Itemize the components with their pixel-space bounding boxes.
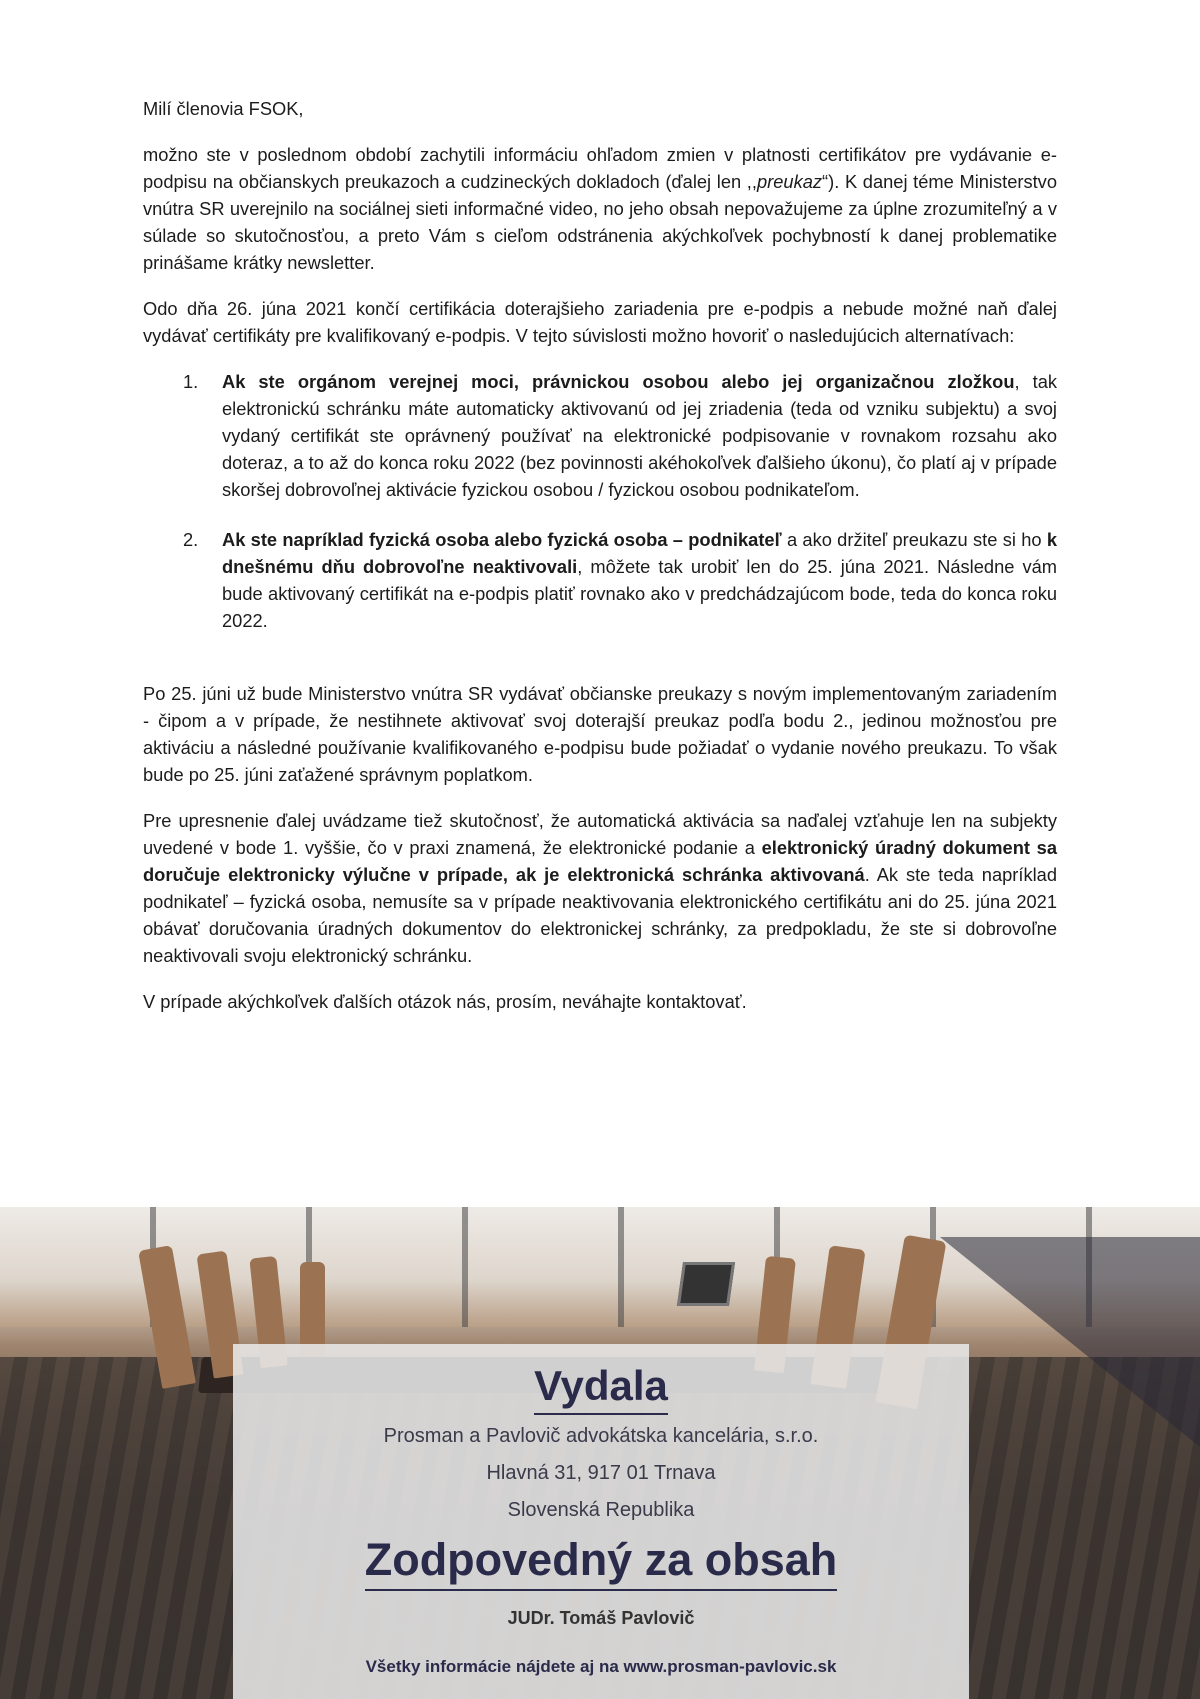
company-name: Prosman a Pavlovič advokátska kancelária, s.r.o. — [383, 1425, 819, 1447]
publisher-card — [233, 1344, 969, 1699]
issued-heading: Vydala — [534, 1362, 668, 1415]
clarification-bold: elektronický úradný dokument sa doručuje elektronicky výlučne v prípade, ak je elektronická schránka aktivovaná — [143, 837, 1057, 885]
letter-body — [143, 95, 1057, 1034]
list-item-number: 2. — [183, 529, 199, 550]
clarification-text-end: . Ak ste teda napríklad podnikateľ – fyzická osoba, nemusíte sa v prípade neaktivovania elektronického certifikátu ani do 25. júna 2021 obávať doručovania úradných dokumentov do elektronickej schránky, za predpokladu, že ste si dobrovoľne neaktivovali svoju elektronický schránku. — [143, 864, 1057, 966]
company-address: Hlavná 31, 917 01 Trnava — [486, 1462, 716, 1484]
list-item-number: 1. — [183, 371, 199, 392]
closing-paragraph: V prípade akýchkoľvek ďalších otázok nás, prosím, neváhajte kontaktovať. — [143, 991, 747, 1012]
intro-text-start: možno ste v poslednom období zachytili informáciu ohľadom zmien v platnosti certifikátov pre vydávanie e-podpisu na občianskych preukazoch a cudzineckých dokladoch (ďalej len ,, — [143, 144, 1057, 192]
responsible-name: JUDr. Tomáš Pavlovič — [507, 1608, 695, 1628]
list-item-bold: Ak ste napríklad fyzická osoba alebo fyzická osoba – podnikateľ — [222, 529, 782, 550]
website-line: Všetky informácie nájdete aj na www.prosman-pavlovic.sk — [365, 1657, 837, 1676]
list-item — [143, 368, 1057, 503]
alternatives-list — [143, 368, 1057, 634]
certification-paragraph: Odo dňa 26. júna 2021 končí certifikácia doterajšieho zariadenia pre e-podpis a nebude možné naň ďalej vydávať certifikáty pre kvalifikovaný e-podpis. V tejto súvislosti možno hovoriť o nasledujúcich alternatívach: — [143, 298, 1057, 346]
intro-text-end: “). K danej téme Ministerstvo vnútra SR uverejnilo na sociálnej sieti informačné video, no jeho obsah nepovažujeme za úplne zrozumiteľný a v súlade so skutočnosťou, a preto Vám s cieľom odstránenia akýchkoľvek pochybností k danej problematike prinášame krátky newsletter. — [143, 171, 1057, 273]
laptop-shape — [677, 1262, 735, 1306]
company-country: Slovenská Republika — [507, 1499, 695, 1521]
responsible-heading: Zodpovedný za obsah — [365, 1534, 838, 1591]
decorative-triangle — [940, 1237, 1200, 1447]
clarification-text-start: Pre upresnenie ďalej uvádzame tiež skutočnosť, že automatická aktivácia sa naďalej vzťahuje len na subjekty uvedené v bode 1. vyššie, čo v praxi znamená, že elektronické podanie a — [143, 810, 1057, 858]
list-item-bold: Ak ste orgánom verejnej moci, právnickou osobou alebo jej organizačnou zložkou — [222, 371, 1015, 392]
intro-paragraph — [143, 141, 1057, 276]
greeting: Milí členovia FSOK, — [143, 98, 304, 119]
chair-shape — [300, 1262, 325, 1357]
clarification-paragraph — [143, 807, 1057, 969]
list-item — [143, 526, 1057, 634]
new-id-paragraph: Po 25. júni už bude Ministerstvo vnútra SR vydávať občianske preukazy s novým implementovaným zariadením - čipom a v prípade, že nestihnete aktivovať svoj doterajší preukaz podľa bodu 2., jedinou možnosťou pre aktiváciu a následné používanie kvalifikovaného e-podpisu bude požiadať o vydanie nového preukazu. To však bude po 25. júni zaťažené správnym poplatkom. — [143, 683, 1057, 785]
intro-italic-term: preukaz — [756, 171, 823, 192]
list-item-text-end: , môžete tak urobiť len do 25. júna 2021. Následne vám bude aktivovaný certifikát na e-podpis platiť rovnako ako v predchádzajúcom bode, teda do konca roku 2022. — [222, 556, 1057, 631]
list-item-bold-second: k dnešnému dňu dobrovoľne neaktivovali — [222, 529, 1057, 577]
list-item-text: , tak elektronickú schránku máte automaticky aktivovanú od jej zriadenia (teda od vzniku subjektu) a svoj vydaný certifikát ste oprávnený používať na elektronické podpisovanie v rovnakom rozsahu ako doteraz, a to až do konca roku 2022 (bez povinnosti akéhokoľvek ďalšieho úkonu), čo platí aj v prípade skoršej dobrovoľnej aktivácie fyzickou osobou / fyzickou osobou podnikateľom. — [222, 371, 1057, 500]
list-item-text: a ako držiteľ preukazu ste si ho — [781, 529, 1047, 550]
